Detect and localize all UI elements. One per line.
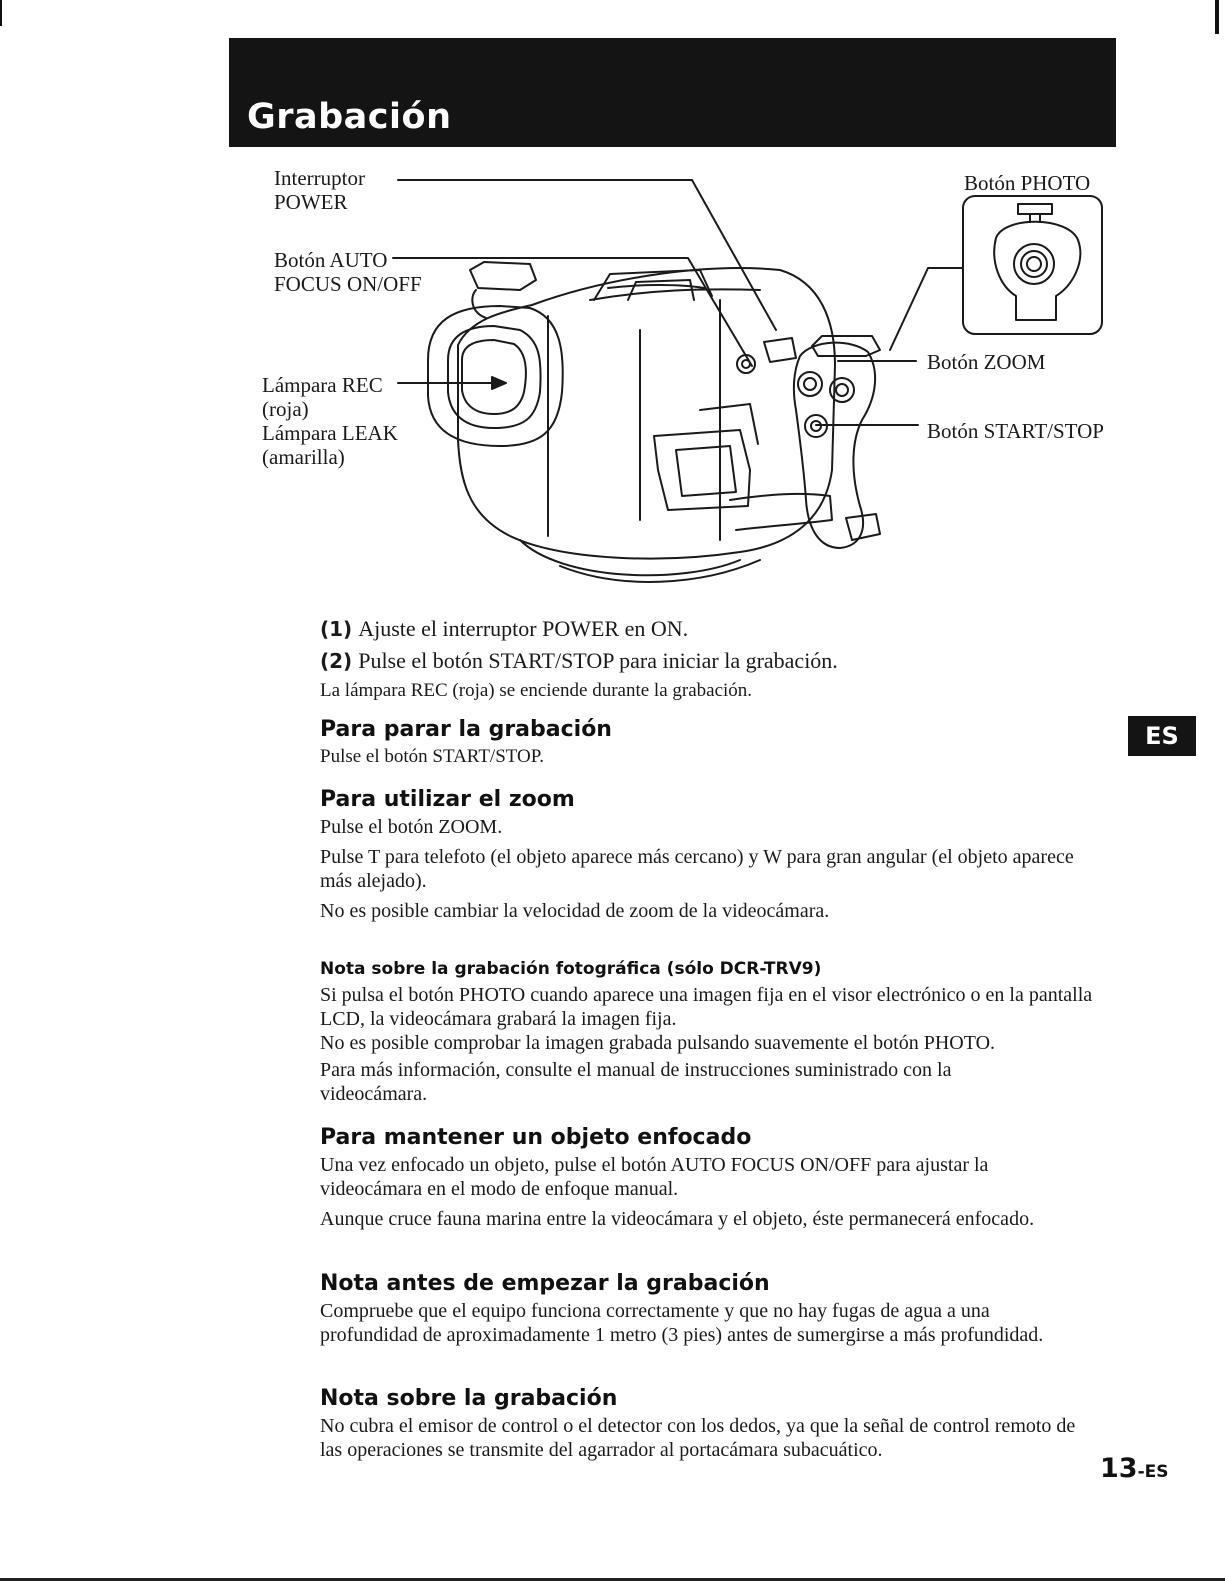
- label-power-switch: Interruptor POWER: [274, 166, 365, 214]
- photo-paragraph-1: Si pulsa el botón PHOTO cuando aparece una imagen fija en el visor electrónico o en la pantalla LCD, la videocámara grabará la imagen fija.: [320, 984, 1093, 1030]
- heading-photo-note: Nota sobre la grabación fotográfica (sólo DCR-TRV9): [320, 959, 822, 979]
- photo-inset-box: [963, 196, 1102, 334]
- label-start-stop-button: Botón START/STOP: [927, 419, 1104, 443]
- step-1: [320, 616, 688, 642]
- zoom-paragraph-2: Pulse T para telefoto (el objeto aparece más cercano) y W para gran angular (el objeto aparece más alejado).: [320, 846, 1074, 892]
- step-text: Ajuste el interruptor POWER en ON.: [358, 616, 689, 641]
- camera-diagram: [0, 0, 1225, 600]
- heading-recording-note: Nota sobre la grabación: [320, 1386, 618, 1411]
- photo-paragraph-3: Para más información, consulte el manual de instrucciones suministrado con la videocámara.: [320, 1059, 952, 1105]
- heading-zoom: Para utilizar el zoom: [320, 787, 575, 812]
- zoom-paragraph-1: Pulse el botón ZOOM.: [320, 816, 503, 838]
- arrow-rec: [492, 377, 506, 389]
- page-number: [1100, 1453, 1169, 1484]
- recording-paragraph: No cubra el emisor de control o el detector con los dedos, ya que la señal de control remoto de las operaciones se transmite del agarrador al portacámara subacuático.: [320, 1415, 1076, 1461]
- steps-note: La lámpara REC (roja) se enciende durante la grabación.: [320, 680, 753, 701]
- step-number: (1): [320, 617, 353, 641]
- page-number-suffix: -ES: [1137, 1462, 1169, 1482]
- stop-paragraph: Pulse el botón START/STOP.: [320, 746, 544, 767]
- photo-paragraph-2: No es posible comprobar la imagen grabada pulsando suavemente el botón PHOTO.: [320, 1032, 996, 1054]
- heading-stop-recording: Para parar la grabación: [320, 717, 612, 742]
- language-tab: ES: [1128, 716, 1196, 756]
- step-text: Pulse el botón START/STOP para iniciar la grabación.: [358, 648, 838, 673]
- label-zoom-button: Botón ZOOM: [927, 350, 1046, 374]
- bottom-rule: [0, 1578, 1225, 1581]
- leader-autofocus: [393, 258, 752, 366]
- page-number-value: 13: [1100, 1453, 1138, 1484]
- zoom-button-w: [798, 372, 822, 396]
- zoom-paragraph-3: No es posible cambiar la velocidad de zoom de la videocámara.: [320, 900, 830, 922]
- label-photo-button: Botón PHOTO: [964, 171, 1091, 195]
- focus-paragraph-2: Aunque cruce fauna marina entre la videocámara y el objeto, éste permanecerá enfocado.: [320, 1208, 1035, 1230]
- label-autofocus-button: Botón AUTO FOCUS ON/OFF: [274, 248, 422, 296]
- page-title: Grabación: [247, 97, 452, 137]
- heading-keep-focus: Para mantener un objeto enfocado: [320, 1125, 752, 1150]
- heading-before-recording: Nota antes de empezar la grabación: [320, 1271, 770, 1296]
- leader-photo: [890, 268, 963, 350]
- label-rec-leak-lamps: Lámpara REC (roja) Lámpara LEAK (amarilla): [262, 373, 398, 469]
- step-number: (2): [320, 649, 353, 673]
- before-paragraph: Compruebe que el equipo funciona correctamente y que no hay fugas de agua a una profundidad de aproximadamente 1 metro (3 pies) antes de sumergirse a más profundidad.: [320, 1300, 1044, 1346]
- step-2: [320, 648, 838, 674]
- focus-paragraph-1: Una vez enfocado un objeto, pulse el botón AUTO FOCUS ON/OFF para ajustar la videocámara en el modo de enfoque manual.: [320, 1154, 989, 1200]
- camera-body: [458, 268, 835, 558]
